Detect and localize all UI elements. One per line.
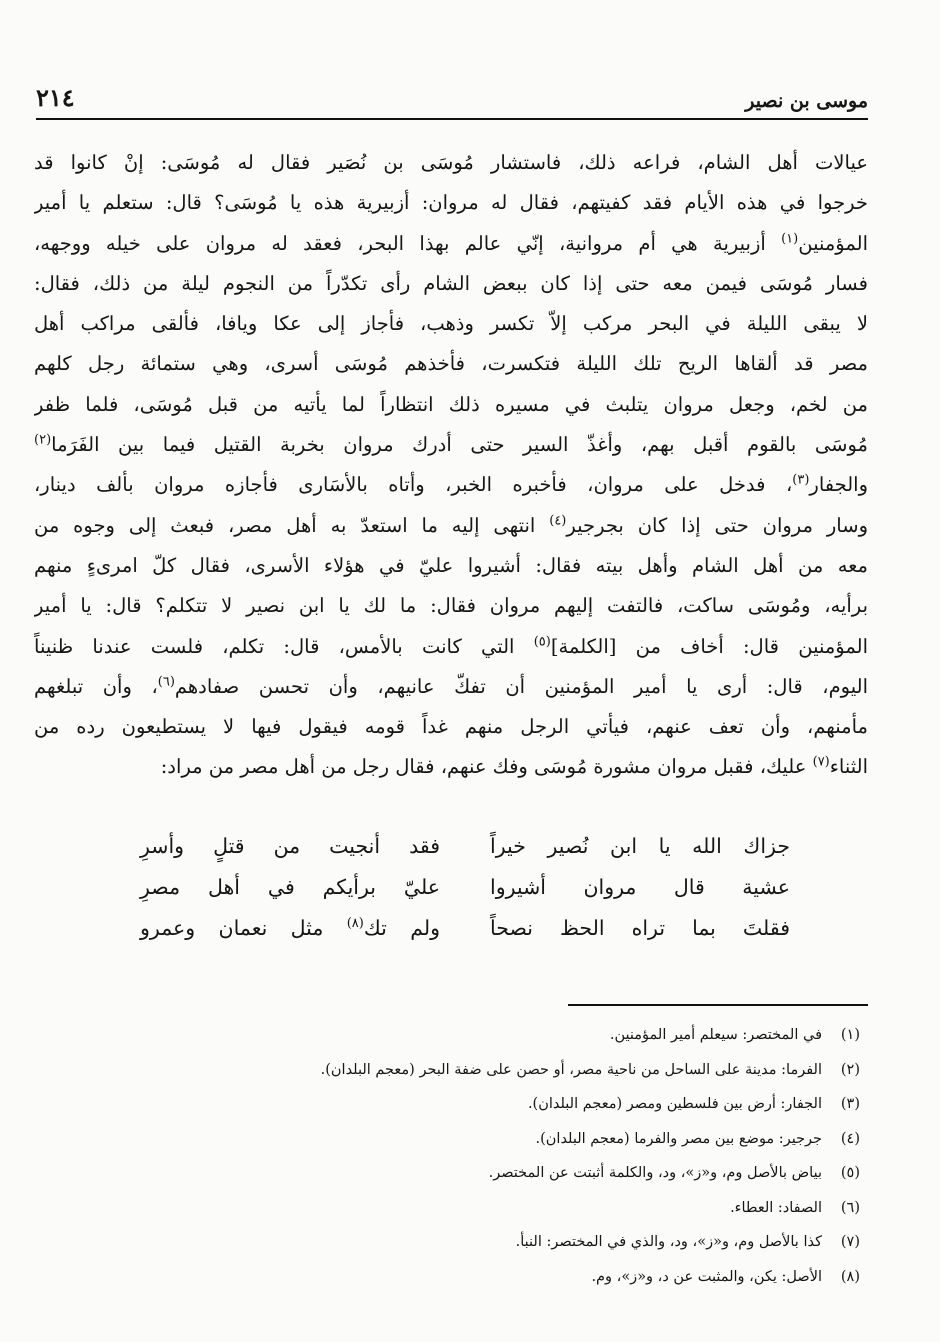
second-hemistich: فقد أنجيت من قتلٍ وأسرِ [140, 834, 440, 858]
footnote [60, 1191, 860, 1226]
footnote-text: بياض بالأصل وم، و«ز»، ود، والكلمة أثبتت عن المختصر. [488, 1165, 822, 1181]
footnote-ref[interactable]: (١) [781, 231, 799, 247]
footnote-ref[interactable]: (٤) [549, 513, 567, 529]
body-line: والجفار$^{(٣)}$، فدخل على مروان، فأخبره الخبر، وأتاه بالأسَارى فأجازه مروان بألف دينار، [34, 472, 868, 497]
footnote-ref[interactable]: (٥) [533, 634, 551, 650]
footnote-text: الصفاد: العطاء. [730, 1199, 822, 1216]
footnote-number: (٥) [840, 1165, 860, 1181]
body-line: خرجوا في هذه الأيام فقد كفيتهم، فقال له مروان: أزبيرية هذه يا مُوسَى؟ قال: ستعلم يا أمير [34, 191, 868, 215]
body-line: مأمنهم، وأن تعف عنهم، فيأتي الرجل منهم غداً قومه فيقول فيها لا يستطيعون رده من [34, 715, 868, 739]
body-line: فسار مُوسَى فيمن معه حتى إذا كان ببعض الشام رأى تكدّراً من النجوم ليلة من ذلك، فقال: [34, 271, 868, 295]
poem [140, 826, 790, 949]
footnote [60, 1018, 860, 1053]
footnote-text: جرجير: موضع بين مصر والفرما (معجم البلدان). [535, 1130, 822, 1147]
body-line: مُوسَى بالقوم أقبل بهم، وأغذّ السير حتى أدرك مروان بخربة القتيل فيما بين الفَرَما$^{(٢)}$ [34, 432, 868, 457]
footnote-number: (١) [840, 1027, 860, 1043]
footnote [60, 1260, 860, 1295]
poem-verse [140, 908, 790, 949]
footnotes [60, 1018, 860, 1294]
footnote [60, 1053, 860, 1088]
body-line: لا يبقى الليلة في البحر مركب إلاّ تكسر وذهب، فأجاز إلى عكا ويافا، فألقى مراكب أهل [34, 312, 868, 336]
footnote-ref[interactable]: (٦) [157, 674, 175, 690]
second-hemistich: عليّ برأيكم في أهل مصرِ [140, 875, 440, 899]
body-line: برأيه، ومُوسَى ساكت، فالتفت إليهم مروان فقال: ما لك يا ابن نصير لا تتكلم؟ قال: يا أمير [34, 594, 868, 618]
footnote-ref[interactable]: (٣) [792, 472, 810, 488]
body-line: المؤمنين قال: أخاف من [الكلمة]$^{(٥)}$ التي كانت بالأمس، قال: تكلم، فلست عندنا ظنيناً [34, 634, 868, 658]
footnote [60, 1225, 860, 1260]
footnote-ref[interactable]: (٨) [346, 916, 364, 932]
footnote-text: الجفار: أرض بين فلسطين ومصر (معجم البلدان). [527, 1096, 822, 1112]
page-number: ٢١٤ [36, 83, 75, 112]
first-hemistich: جزاك الله يا ابن نُصير خيراً [490, 834, 790, 858]
footnote-text: الأصل: يكن، والمثبت عن د، و«ز»، وم. [591, 1268, 822, 1285]
poem-verse [140, 867, 790, 908]
footnote-number: (٧) [840, 1234, 860, 1250]
body-text [34, 143, 868, 788]
footnote-text: كذا بالأصل وم، و«ز»، ود، والذي في المختصر: النبأ. [515, 1234, 822, 1250]
footnote-text: في المختصر: سيعلم أمير المؤمنين. [609, 1027, 822, 1043]
poem-verse [140, 826, 790, 867]
first-hemistich: عشية قال مروان أشيروا [490, 875, 790, 899]
footnote-number: (٦) [840, 1199, 860, 1216]
footnote-number: (٢) [840, 1061, 860, 1078]
first-hemistich: فقلتَ بما تراه الحظ نصحاً [490, 916, 790, 940]
footnote [60, 1087, 860, 1122]
footnote-text: الفرما: مدينة على الساحل من ناحية مصر، أو حصن على ضفة البحر (معجم البلدان). [320, 1061, 822, 1078]
second-hemistich: ولم تك$^{(٨)}$ مثل نعمان وعمرو [140, 916, 440, 940]
footnote [60, 1122, 860, 1157]
footnote-divider [568, 1004, 868, 1006]
footnote-number: (٤) [840, 1130, 860, 1147]
body-line: معه من أهل الشام وأهل بيته فقال: أشيروا عليّ في هؤلاء الأسرى، فقال كلّ امرىءٍ منهم [34, 553, 868, 577]
footnote-ref[interactable]: (٢) [34, 432, 52, 448]
body-line: عيالات أهل الشام، فراعه ذلك، فاستشار مُوسَى بن نُصَير فقال له مُوسَى: إنْ كانوا قد [34, 151, 868, 174]
body-line: المؤمنين$^{(١)}$ أزبيرية هي أم مروانية، إنّي عالم بهذا البحر، فعقد له مروان على خيله ووجهه، [34, 231, 868, 255]
footnote [60, 1156, 860, 1191]
footnote-number: (٣) [840, 1096, 860, 1112]
body-line: مصر قد ألقاها الريح تلك الليلة فتكسرت، فأخذهم مُوسَى أسرى، وهي ستمائة رجل كلهم [34, 352, 868, 376]
body-line: الثناء$^{(٧)}$ عليك، فقبل مروان مشورة مُوسَى وفك عنهم، فقال رجل من أهل مصر من مراد: [160, 754, 868, 779]
footnote-number: (٨) [840, 1268, 860, 1285]
running-title: موسى بن نصير [745, 90, 868, 112]
body-line: اليوم، قال: أرى يا أمير المؤمنين أن تفكّ عانيهم، وأن تحسن صفادهم$^{(٦)}$، وأن تبلغهم [34, 674, 868, 698]
footnote-ref[interactable]: (٧) [812, 754, 830, 770]
body-line: من لخم، وجعل مروان يتلبث في مسيره ذلك انتظاراً لما يأتيه من قبل مُوسَى، فلما ظفر [34, 392, 868, 416]
page-header [36, 76, 868, 120]
body-line: وسار مروان حتى إذا كان بجرجير$^{(٤)}$ انتهى إليه ما استعدّ به أهل مصر، فبعث إلى وجوه من [34, 513, 868, 537]
